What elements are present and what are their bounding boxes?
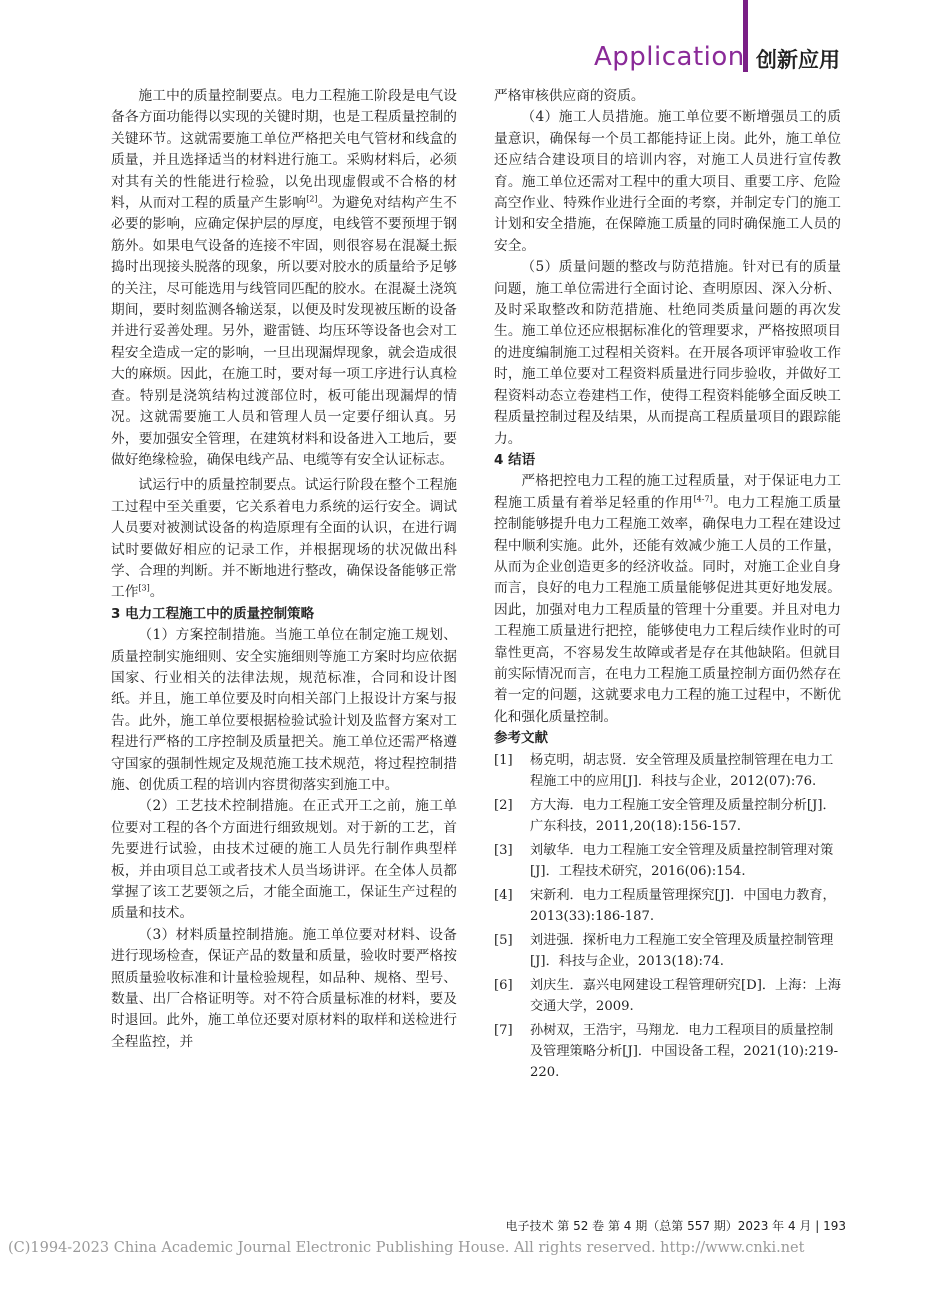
reference-item: [2] 方大海．电力工程施工安全管理及质量控制分析[J]．广东科技，2011,20(18):156-157.: [494, 797, 836, 834]
section-title-en: Application: [594, 42, 745, 72]
journal-footer: 电子技术 第 52 卷 第 4 期（总第 557 期）2023 年 4 月 | 193: [505, 1219, 846, 1233]
references-heading: 参考文献: [494, 730, 548, 747]
paragraph-personnel: （4）施工人员措施。施工单位要不断增强员工的质量意识，确保每一个员工都能持证上岗。此外，施工单位还应结合建设项目的培训内容，对施工人员进行宣传教育。施工单位还需对工程中的重大项目、重要工序、危险高空作业、特殊作业进行全面的考察，并制定专门的施工计划和安全措施，在保障施工质量的同时确保施工人员的安全。: [494, 109, 841, 254]
reference-item: [3] 刘敏华．电力工程施工安全管理及质量控制管理对策[J]．工程技术研究，2016(06):154.: [494, 842, 834, 879]
citation[interactable]: [2]: [306, 194, 318, 204]
paragraph-plan-control: （1）方案控制措施。当施工单位在制定施工规划、质量控制实施细则、安全实施细则等施工方案时均应依据国家、行业相关的法律法规，规范标准，合同和设计图纸。并且，施工单位要及时向相关部门上报设计方案与报告。此外，施工单位要根据检验试验计划及监督方案对工程进行严格的工序控制及质量把关。施工单位还需严格遵守国家的强制性规定及规范施工技术规范，将过程控制措施、创优质工程的培训内容贯彻落实到施工中。: [111, 627, 457, 793]
reference-list: [494, 750, 841, 1083]
right-column: [494, 86, 841, 1086]
paragraph-rectification: （5）质量问题的整改与防范措施。针对已有的质量问题，施工单位需进行全面讨论、查明原因、深入分析、及时采取整改和防范措施、杜绝同类质量问题的再次发生。施工单位还应根据标准化的管理要求，严格按照项目的进度编制施工过程相关资料。在开展各项评审验收工作时，施工单位要对工程资料质量进行同步验收，并做好工程资料动态立卷建档工作，使得工程资料能够全面反映工程质量控制过程及结果，从而提高工程质量项目的跟踪能力。: [494, 259, 841, 447]
reference-item: [7] 孙树双，王浩宇，马翔龙．电力工程项目的质量控制及管理策略分析[J]．中国设备工程，2021(10):219-220.: [494, 1022, 839, 1080]
paragraph-process-control: （2）工艺技术控制措施。在正式开工之前，施工单位要对工程的各个方面进行细致规划。对于新的工艺，首先要进行试验，由技术过硬的施工人员先行制作典型样板，并由项目总工或者技术人员当场讲评。在全体人员都掌握了该工艺要领之后，才能全面施工，保证生产过程的质量和技术。: [111, 798, 457, 922]
citation[interactable]: [4-7]: [693, 494, 713, 504]
paragraph-trial-run: 试运行中的质量控制要点。试运行阶段在整个工程施工过程中至关重要，它关系着电力系统的运行安全。调试人员要对被测试设备的构造原理有全面的认识，在进行调试时要做好相应的记录工作，并根据现场的状况做出科学、合理的判断。并不断地进行整改，确保设备能够正常工作[3]。: [111, 477, 457, 601]
paragraph-continued: 严格审核供应商的资质。: [494, 88, 645, 104]
reference-item: [4] 宋新利．电力工程质量管理探究[J]．中国电力教育，2013(33):186-187.: [494, 887, 836, 924]
section-heading-3: 3 电力工程施工中的质量控制策略: [111, 605, 315, 622]
section-title-cn: 创新应用: [756, 48, 840, 72]
reference-item: [5] 刘进强．探析电力工程施工安全管理及质量控制管理[J]．科技与企业，2013(18):74.: [494, 932, 834, 969]
citation[interactable]: [3]: [138, 583, 150, 593]
reference-item: [1] 杨克明，胡志贤．安全管理及质量控制管理在电力工程施工中的应用[J]．科技与企业，2012(07):76.: [494, 752, 834, 789]
copyright-watermark: (C)1994-2023 China Academic Journal Electronic Publishing House. All rights reserved. http://www.cnki.net: [8, 1240, 805, 1256]
section-heading-4: 4 结语: [494, 451, 536, 468]
left-column: [111, 86, 457, 1053]
reference-item: [6] 刘庆生．嘉兴电网建设工程管理研究[D]．上海：上海交通大学，2009.: [494, 977, 841, 1014]
paragraph-material-control: （3）材料质量控制措施。施工单位要对材料、设备进行现场检查，保证产品的数量和质量，验收时要严格按照质量验收标准和计量检验规程，如品种、规格、型号、数量、出厂合格证明等。对不符合质量标准的材料，要及时退回。此外，施工单位还要对原材料的取样和送检进行全程监控，并: [111, 926, 457, 1050]
paragraph-conclusion: 严格把控电力工程的施工过程质量，对于保证电力工程施工质量有着举足轻重的作用[4-7]。电力工程施工质量控制能够提升电力工程施工效率，确保电力工程在建设过程中顺利实施。此外，还能有效减少施工人员的工作量，从而为企业创造更多的经济收益。同时，对施工企业自身而言，良好的电力工程施工质量能够促进其更好地发展。因此，加强对电力工程质量的管理十分重要。并且对电力工程施工质量进行把控，能够使电力工程后续作业时的可靠性更高，不容易发生故障或者是存在其他缺陷。但就目前实际情况而言，在电力工程施工质量控制方面仍然存在着一定的问题，这就要求电力工程的施工过程中，不断优化和强化质量控制。: [494, 473, 841, 725]
paragraph-construction-control: 施工中的质量控制要点。电力工程施工阶段是电气设备各方面功能得以实现的关键时期，也是工程质量控制的关键环节。这就需要施工单位严格把关电气管材和线盒的质量，并且选择适当的材料进行施工。采购材料后，必须对其有关的性能进行检验，以免出现虚假或不合格的材料，从而对工程的质量产生影响[2]。为避免对结构产生不必要的影响，应确定保护层的厚度，电线管不要预埋于钢筋外。如果电气设备的连接不牢固，则很容易在混凝土振捣时出现接头脱落的现象，所以要对胶水的质量给予足够的关注，尽可能选用与线管同匹配的胶水。在混凝土浇筑期间，要时刻监测各输送泵，以便及时发现被压断的设备并进行妥善处理。另外，避雷链、均压环等设备也会对工程安全造成一定的影响，一旦出现漏焊现象，就会造成很大的麻烦。因此，在施工时，要对每一项工序进行认真检查。特别是浇筑结构过渡部位时，板可能出现漏焊的情况。这就需要施工人员和管理人员一定要仔细认真。另外，要加强安全管理，在建筑材料和设备进入工地后，要做好绝缘检验，确保电线产品、电缆等有安全认证标志。: [111, 88, 457, 468]
